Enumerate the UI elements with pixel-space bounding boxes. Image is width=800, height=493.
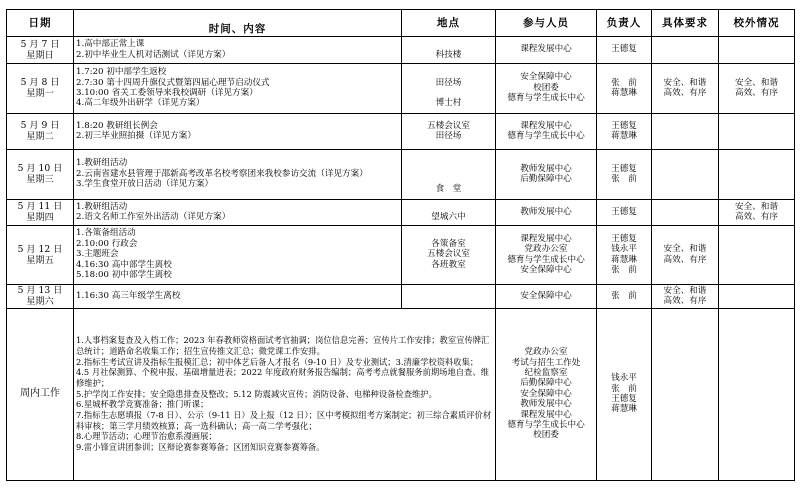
people-cell-line: 德育与学生成长中心 — [507, 254, 585, 265]
weekly-content-cell-line: 9.雷小锋宣讲团参训；区辩论赛参赛筹备；区团知识竞赛参赛筹备。 — [76, 442, 325, 453]
owner-cell-line: 钱永平 — [611, 244, 637, 255]
owner-cell-line: 蒋慧琳 — [611, 254, 637, 265]
content-cell-line: 3.主题班会 — [76, 249, 119, 260]
weekly-people-cell — [496, 308, 597, 480]
requirements-cell-line: 安全、和谐 — [663, 77, 707, 88]
people-cell — [496, 199, 597, 225]
content-cell-line: 2.7:30 第十四周升旗仪式暨第四届心理节启动仪式 — [76, 77, 270, 88]
owner-cell — [597, 199, 652, 225]
people-cell-line: 课程发展中心 — [520, 44, 572, 55]
schedule-row — [7, 225, 795, 284]
place-cell-line: 五楼会议室 — [427, 120, 470, 131]
header-place: 地点 — [402, 10, 496, 37]
weekly-owner-cell-line: 钱永平 — [611, 373, 637, 384]
people-cell-line: 课程发展中心 — [520, 233, 572, 244]
weekly-work-label: 周内工作 — [7, 308, 74, 480]
date-cell — [7, 225, 74, 284]
outside-cell-line: 高效、有序 — [735, 212, 778, 222]
outside-cell-line: 安全、和谐 — [735, 201, 778, 212]
place-cell — [402, 63, 496, 113]
weekly-req-cell — [652, 308, 719, 480]
outside-cell — [719, 199, 795, 225]
weekly-work-row — [7, 308, 795, 480]
weekly-owner-cell-line: 张 前 — [611, 383, 637, 394]
weekly-people-cell-line: 考试与招生工作处 — [511, 357, 581, 368]
outside-cell-line: 高效、有序 — [735, 88, 778, 98]
header-spacer — [74, 10, 402, 23]
content-cell-line: 1.7:20 初中部学生返校 — [76, 67, 167, 78]
people-cell-line: 安全保障中心 — [520, 290, 572, 301]
content-cell — [74, 149, 402, 199]
people-cell-line: 校团委 — [533, 82, 559, 93]
schedule-body — [7, 36, 795, 480]
owner-cell-line: 张 前 — [611, 264, 637, 275]
outside-cell — [719, 36, 795, 63]
requirements-cell — [652, 63, 719, 113]
weekday-text: 星期二 — [26, 131, 54, 142]
content-cell-line: 2.云南省建水县管理于邵新高考改革名校考察团来我校参访交流（详见方案） — [76, 168, 368, 179]
requirements-cell-line: 高效、有序 — [663, 254, 707, 265]
people-cell-line: 德育与学生成长中心 — [507, 131, 585, 141]
place-cell-line: 五楼会议室 — [427, 249, 470, 260]
content-cell-line: 2.初中毕业生人机对话测试（详见方案） — [76, 49, 231, 60]
content-cell — [74, 225, 402, 284]
people-cell — [496, 36, 597, 63]
place-cell — [402, 149, 496, 199]
owner-cell — [597, 63, 652, 113]
date-cell — [7, 36, 74, 63]
owner-cell-line: 王德复 — [611, 44, 637, 55]
content-cell — [74, 284, 402, 308]
place-cell-line — [404, 153, 493, 163]
weekly-content-cell-line: 6.星城杯教学竞赛准备；推门听课； — [76, 399, 209, 410]
content-cell-line: 1.各策备组活动 — [76, 228, 136, 239]
place-cell-line: 食 堂 — [435, 184, 462, 195]
schedule-row — [7, 113, 795, 149]
people-cell — [496, 63, 597, 113]
outside-cell — [719, 284, 795, 308]
weekly-content-cell — [74, 308, 496, 480]
place-cell-line: 望城六中 — [431, 212, 466, 222]
header-date: 日期 — [7, 10, 74, 37]
people-cell-line: 教师发展中心 — [520, 163, 572, 174]
owner-cell-line: 张 前 — [611, 77, 637, 88]
place-cell-line: 田径场 — [435, 131, 462, 141]
weekday-text: 星期六 — [26, 296, 54, 307]
content-cell — [74, 199, 402, 225]
date-text: 5 月 11 日 — [17, 201, 63, 212]
content-cell — [74, 63, 402, 113]
people-cell-line: 安全保障中心 — [520, 72, 572, 83]
owner-cell-line: 王德复 — [611, 206, 637, 217]
owner-cell-line: 蒋慧琳 — [611, 131, 637, 141]
content-cell-line: 1.8:20 教研组长例会 — [76, 120, 158, 131]
place-cell-line: 博士村 — [435, 98, 462, 109]
place-cell — [402, 225, 496, 284]
people-cell — [496, 225, 597, 284]
weekday-text: 星期一 — [26, 88, 54, 99]
owner-cell — [597, 284, 652, 308]
date-cell — [7, 149, 74, 199]
place-cell — [402, 284, 496, 308]
outside-cell-line: 安全、和谐 — [735, 77, 778, 88]
header-content: 时间、内容 — [74, 22, 402, 36]
requirements-cell — [652, 149, 719, 199]
people-cell-line: 教师发展中心 — [520, 206, 572, 217]
people-cell-line: 党政办公室 — [524, 244, 568, 255]
people-cell — [496, 149, 597, 199]
outside-cell — [719, 63, 795, 113]
weekly-outside-cell — [719, 308, 795, 480]
schedule-row — [7, 199, 795, 225]
content-cell-line: 1.16:30 高三年级学生离校 — [76, 290, 181, 301]
people-cell — [496, 113, 597, 149]
owner-cell — [597, 36, 652, 63]
date-text: 5 月 7 日 — [20, 38, 60, 50]
place-cell — [402, 36, 496, 63]
weekly-content-cell-line: 8.心理节活动；心理节治愈系漫画展； — [76, 431, 217, 442]
owner-cell-line: 张 前 — [611, 290, 637, 301]
outside-cell — [719, 113, 795, 149]
date-text: 5 月 12 日 — [17, 243, 63, 255]
content-cell-line: 1.教研组活动 — [76, 201, 128, 212]
place-cell-line — [404, 164, 493, 174]
header-outside: 校外情况 — [719, 10, 795, 37]
place-cell — [402, 199, 496, 225]
schedule-row — [7, 36, 795, 63]
schedule-row — [7, 149, 795, 199]
date-text: 5 月 9 日 — [20, 120, 60, 131]
people-cell-line: 后勤保障中心 — [520, 174, 572, 184]
place-cell-line — [404, 202, 493, 212]
weekly-content-cell-line: 2.指标生考试宣讲及指标生报模汇总；初中体艺后备人才报名（9-10 日）及专业测试；3.清廉学校资料收集； — [76, 356, 479, 367]
weekly-owner-cell-line: 王德复 — [611, 394, 637, 404]
weekday-text: 星期五 — [26, 254, 54, 266]
content-cell-line: 1.教研组活动 — [76, 158, 128, 169]
weekly-people-cell-line: 后勤保障中心 — [520, 378, 572, 389]
requirements-cell-line: 安全、和谐 — [663, 285, 707, 296]
header-people: 参与人员 — [496, 10, 597, 37]
people-cell-line: 德育与学生成长中心 — [507, 93, 585, 104]
date-cell — [7, 199, 74, 225]
content-cell-line: 4.16:30 高中部学生离校 — [76, 259, 172, 270]
requirements-cell — [652, 199, 719, 225]
date-cell — [7, 284, 74, 308]
place-cell-line — [404, 39, 493, 49]
owner-cell-line: 王德复 — [611, 233, 637, 244]
requirements-cell-line: 高效、有序 — [663, 296, 707, 306]
weekday-text: 星期三 — [26, 174, 54, 185]
weekday-text: 星期四 — [26, 212, 54, 223]
content-cell — [74, 113, 402, 149]
schedule-row — [7, 63, 795, 113]
people-cell — [496, 284, 597, 308]
date-cell — [7, 63, 74, 113]
owner-cell-line: 张 前 — [611, 174, 637, 184]
weekly-content-cell-line: 5.护学岗工作安排；安全隐患排查及整改；5.12 防震减灾宣传；消防设备、电梯种设备检查维护。 — [76, 388, 437, 399]
owner-cell-line: 蒋慧琳 — [611, 88, 637, 98]
date-text: 5 月 10 日 — [17, 163, 63, 174]
weekly-content-cell-line: 1.人事档案复查及入档工作；2023 年春教师资格面试考官抽调；岗位信息完善；宣传片工作安排；教室宣传牌汇总统计；道路命名收集工作；招生宣传推文汇总；微党课工作安排。 — [76, 335, 490, 356]
requirements-cell-line: 安全、和谐 — [663, 244, 707, 255]
place-cell-line: 田径场 — [435, 77, 462, 88]
owner-cell — [597, 149, 652, 199]
weekly-owner-cell — [597, 308, 652, 480]
requirements-cell — [652, 284, 719, 308]
owner-cell — [597, 225, 652, 284]
outside-cell — [719, 149, 795, 199]
owner-cell — [597, 113, 652, 149]
header-owner: 负责人 — [597, 10, 652, 37]
place-cell — [402, 113, 496, 149]
place-cell-line — [404, 67, 493, 77]
weekly-content-cell-line: 4.5 月社保测算、个税申报、基础增量进表；2022 年度政府财务报告编制；高考考点就餐服务前期场地自查、维修维护； — [76, 367, 489, 388]
date-text: 5 月 8 日 — [20, 77, 60, 88]
weekly-people-cell-line: 党政办公室 — [524, 347, 568, 358]
content-cell-line: 4.高二年级外出研学（详见方案） — [76, 98, 205, 109]
place-cell-line: 各班教室 — [431, 259, 466, 270]
weekly-people-cell-line: 纪检监察室 — [524, 367, 568, 378]
outside-cell — [719, 225, 795, 284]
date-text: 5 月 13 日 — [17, 285, 63, 296]
place-cell-line — [404, 174, 493, 184]
weekday-text: 星期日 — [26, 49, 54, 61]
content-cell-line: 2.语文名师工作室外出活动（详见方案） — [76, 212, 231, 222]
content-cell-line: 3.10:00 省关工委领导来我校调研（详见方案） — [76, 88, 258, 98]
weekly-content-cell-line: 7.指标生志愿填报（7-8 日）、公示（9-11 日）及上报（12 日）；区中考模拟组考方案制定；初三综合素质评价材料审核；第三学月绩效核算；高一选科确认；高一高二学考强化； — [76, 410, 492, 431]
place-cell-line — [404, 88, 493, 98]
owner-cell-line: 王德复 — [611, 120, 637, 131]
weekly-people-cell-line: 课程发展中心 — [520, 409, 572, 420]
header-requirements: 具体要求 — [652, 10, 719, 37]
content-cell-line: 2.10:00 行政会 — [76, 238, 138, 249]
date-cell — [7, 113, 74, 149]
weekly-people-cell-line: 德育与学生成长中心 — [507, 420, 585, 431]
schedule-row — [7, 284, 795, 308]
content-cell-line: 5.18:00 初中部学生离校 — [76, 270, 172, 281]
people-cell-line: 课程发展中心 — [520, 120, 572, 131]
requirements-cell — [652, 36, 719, 63]
weekly-owner-cell-line: 蒋慧琳 — [611, 404, 637, 415]
owner-cell-line: 王德复 — [611, 163, 637, 174]
content-cell-line: 1.高中部正常上课 — [76, 39, 145, 50]
people-cell-line: 安全保障中心 — [520, 264, 572, 275]
content-cell-line: 2.初三毕业照拍摄（详见方案） — [76, 131, 196, 141]
requirements-cell-line: 高效、有序 — [663, 88, 707, 98]
place-cell-line: 各策备室 — [431, 238, 466, 249]
content-cell — [74, 36, 402, 63]
weekly-people-cell-line: 校团委 — [533, 430, 559, 441]
requirements-cell — [652, 225, 719, 284]
weekly-people-cell-line: 安全保障中心 — [520, 388, 572, 399]
weekly-people-cell-line: 教师发展中心 — [520, 399, 572, 410]
content-cell-line: 3.学生食堂开放日活动（详见方案） — [76, 179, 214, 190]
weekly-schedule-table — [6, 9, 795, 481]
place-cell-line: 科技楼 — [435, 49, 462, 60]
requirements-cell — [652, 113, 719, 149]
